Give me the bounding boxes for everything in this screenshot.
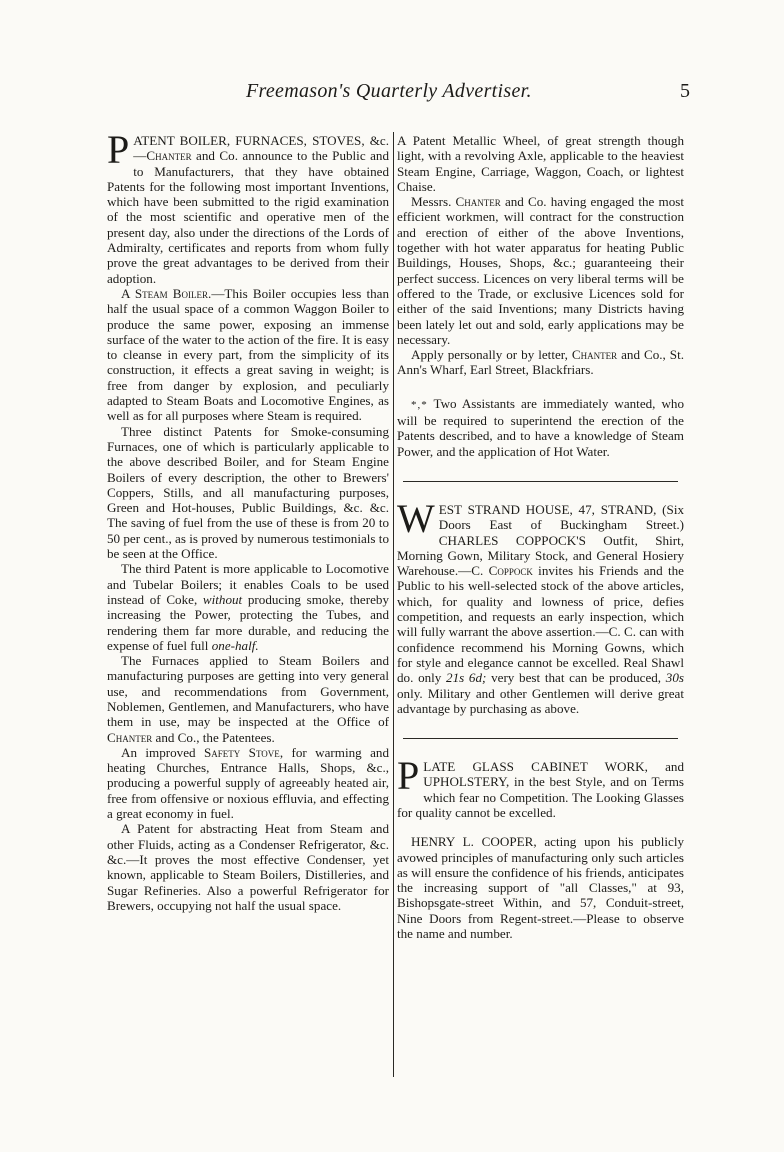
patent-boiler-heading: ATENT BOILER, FURNACES, STOVES, &c.—: [133, 133, 389, 164]
patent-boiler-intro: [107, 127, 389, 286]
right-column: [397, 133, 684, 941]
dropcap-p: P: [107, 127, 130, 172]
plate-glass-advertisement: [397, 753, 684, 820]
third-patent-text-b: producing smoke, thereby increasing the Power, protecting the Tubes, and rendering them far more durable, and reducing the expense of fuel full: [107, 591, 389, 653]
asterism: *,*: [411, 398, 428, 411]
column-divider: [393, 132, 394, 1077]
third-patent-paragraph: [107, 561, 389, 653]
assistants-paragraph: [397, 396, 684, 459]
coppock-name: C. Coppock: [471, 563, 533, 579]
contract-text-b: and Co. having engaged the most efficient workmen, will contract for the construction and erection of either of the above Inventions, together with hot water apparatus for heating Public Buildings, Houses, Shops, &c.; guaranteeing their perfect success. Licences on very liberal terms will be offered to the Trade, or exclusive Licences sold for either of the said Inventions; many Districts having been lately let out and sold, early applications may be necessary.: [397, 194, 684, 347]
third-patent-emphasis-1: without: [202, 591, 243, 607]
third-patent-emphasis-2: one-half.: [211, 637, 259, 653]
page-header: [100, 80, 690, 110]
plate-glass-text: LATE GLASS CABINET WORK, and UPHOLSTERY, in the best Style, and on Terms which fear no Competition. The Looking Glasses for quality cannot be excelled.: [397, 759, 684, 820]
apply-text-a: Apply personally or by letter,: [411, 347, 572, 363]
west-strand-text-b: invites his Friends and the Public to his well-selected stock of the above articles, which, for quality and lowness of price, defies competition, and requests an early inspection, which will fully warrant the above assertion.—C. C. can with confidence recommend his Morning Gowns, which for style and elegance cannot be excelled. Real Shawl do. only: [397, 563, 684, 686]
firm-name: Chanter: [571, 347, 618, 363]
firm-name: Chanter: [455, 194, 501, 210]
dropcap-w: W: [397, 495, 435, 541]
left-column: [107, 127, 390, 913]
page-number: 5: [680, 80, 690, 102]
furnaces-paragraph: Three distinct Patents for Smoke-consuming Furnaces, one of which is particularly applicable to the above described Boiler, and for Steam Engine Boilers of every description, the other to Brewers' Coppers, Stills, and all manufacturing purposes, Green and Hot-houses, Public Buildings, &c. &c. The saving of fuel from the use of these is from 20 to 50 per cent., as is proved by numerous testimonials to be seen at the Office.: [107, 423, 389, 562]
contract-paragraph: [397, 194, 684, 347]
west-strand-text-a: EST STRAND HOUSE, 47, STRAND, (Six Doors East of Buckingham Street.) CHARLES COPPOCK'S Outfit, Shirt, Morning Gown, Military Stock, and General Hosiery Warehouse.—: [397, 501, 684, 579]
advertisement-divider: [403, 738, 678, 739]
safety-stove-paragraph: [107, 745, 389, 821]
furnaces-use-text-b: and Co., the Patentees.: [152, 729, 275, 745]
running-head: Freemason's Quarterly Advertiser.: [246, 80, 532, 102]
patent-boiler-text: and Co. announce to the Public and to Manufacturers, that they have obtained Patents for the following most important Inventions, which have been submitted to the rigid examination of the most scientific and operative men of the present day, also under the directions of the Lords of Admiralty, certificates and reports from whom fully prove the great advantages to be derived from their adoption.: [107, 148, 389, 286]
furnaces-use-paragraph: [107, 653, 389, 745]
third-patent-text-a: The third Patent is more applicable to Locomotive and Tubelar Boilers; it enables Coals to be used instead of Coke,: [107, 561, 389, 607]
price-best: 30s: [665, 670, 684, 686]
apply-text-b: and Co., St. Ann's Wharf, Earl Street, Blackfriars.: [397, 347, 685, 378]
price-shawl: 21s 6d;: [446, 670, 487, 686]
assistants-text: Two Assistants are immediately wanted, who will be required to superintend the erection of the Patents described, and to have a knowledge of Steam Power, and the application of Hot Water.: [397, 395, 684, 459]
west-strand-text-c: very best that can be produced,: [486, 670, 666, 686]
firm-name: Chanter: [107, 729, 153, 745]
safety-stove-text-a: An improved: [121, 744, 204, 760]
steam-boiler-text: .—This Boiler occupies less than half the usual space of a common Waggon Boiler to produce the same power, exposing an immense surface of the water to the action of the fire. It is easy to cleanse in every part, from the simplicity of its construction, it effects a great saving in weight; is free from danger by explosion, and peculiarly adapted to Steam Boats and Locomotive Engines, as well as for all purposes where Steam is required.: [107, 285, 389, 424]
metallic-wheel-paragraph: A Patent Metallic Wheel, of great strength though light, with a revolving Axle, applicable to the heaviest Steam Engine, Carriage, Waggon, Coach, or lightest Chaise.: [397, 133, 684, 194]
dropcap-p: P: [397, 753, 420, 799]
safety-stove-label: Safety Stove: [204, 744, 280, 760]
contract-text-a: Messrs.: [411, 194, 456, 210]
west-strand-advertisement: [397, 495, 684, 716]
firm-name: Chanter: [146, 148, 192, 164]
advertisement-divider: [403, 481, 678, 482]
apply-paragraph: [397, 347, 684, 378]
condenser-paragraph: A Patent for abstracting Heat from Steam and other Fluids, acting as a Condenser Refrigerator, &c. &c.—It proves the most effective Condenser, yet known, applicable to Steam Boilers, Distilleries, and Sugar Refineries. Also a powerful Refrigerator for Brewers, occupying not half the usual space.: [107, 821, 389, 913]
safety-stove-text-b: , for warming and heating Churches, Entrance Halls, Shops, &c., producing a powerful supply of agreeably heated air, free from offensive or noxious effluvia, and effecting a great economy in fuel.: [107, 744, 390, 822]
cooper-paragraph: HENRY L. COOPER, acting upon his publicly avowed principles of manufacturing only such articles as will ensure the confidence of his friends, anticipates the increasing support of "all Classes," at 93, Bishopsgate-street Within, and 57, Conduit-street, Nine Doors from Regent-street.—Please to observe the name and number.: [397, 834, 684, 942]
steam-boiler-paragraph: [107, 286, 389, 424]
steam-boiler-label: A Steam Boiler: [121, 285, 209, 301]
furnaces-use-text-a: The Furnaces applied to Steam Boilers and manufacturing purposes are getting into very general use, and recommendations from Government, Noblemen, Gentlemen, and Manufacturers, who have them in use, may be inspected at the Office of: [107, 653, 389, 730]
west-strand-text-d: only. Military and other Gentlemen will derive great advantage by purchasing as above.: [397, 685, 684, 716]
